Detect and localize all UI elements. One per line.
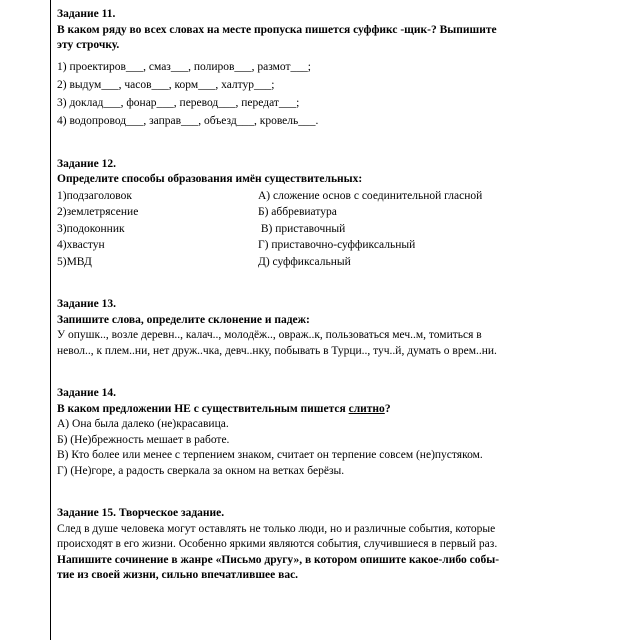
task-11-row-1: 1) проектиров___, смаз___, полиров___, размот___;: [57, 60, 312, 73]
task-14-prompt-suffix: ?: [384, 402, 391, 415]
task-12-pair-1-term: 1)подзаголовок: [57, 189, 132, 202]
task-11-row-4: 4) водопровод___, заправ___, объезд___, кровель___.: [57, 114, 319, 127]
task-12-matching-list: [57, 188, 623, 271]
task-14-title: Задание 14.: [57, 387, 116, 399]
task-11-prompt-line-2: эту строчку.: [57, 39, 120, 51]
task-12-pair-1-option: А) сложение основ с соединительной гласной: [258, 189, 483, 202]
task-12-prompt: Определите способы образования имён существительных:: [57, 173, 363, 185]
task-13-body-line-2: невол.., к плем..ни, нет друж..чка, девч..нку, побывать в Турци.., туч..й, думать о врем..ни.: [57, 344, 497, 357]
task-14-prompt-prefix: В каком предложении НЕ с существительным пишется: [57, 402, 349, 415]
task-12-pair-2-option: Б) аббревиатура: [258, 206, 337, 218]
task-12-pair-3-term: 3)подоконник: [57, 222, 125, 235]
task-14-option-v: В) Кто более или менее с терпением знаком, считает он терпение совсем (не)пустяком.: [57, 449, 483, 461]
task-13: [57, 297, 623, 359]
task-12-pair-5: [57, 254, 623, 271]
task-14-prompt: [57, 402, 623, 418]
task-12-pair-4-option: Г) приставочно-суффиксальный: [258, 239, 416, 251]
task-12-pair-3: [57, 221, 623, 238]
task-15-title: Задание 15. Творческое задание.: [57, 507, 225, 519]
task-11-answer-rows: [57, 58, 623, 130]
task-12: [57, 157, 623, 271]
task-15-body-line-1: След в душе человека могут оставлять не только люди, но и различные события, которые: [57, 522, 496, 535]
task-12-pair-2-term: 2)землетрясение: [57, 206, 139, 218]
task-15-assignment-line-2: тие из своей жизни, сильно впечатлившее вас.: [57, 569, 299, 581]
left-margin-line: [50, 0, 51, 640]
task-12-title: Задание 12.: [57, 157, 116, 170]
task-11-title: Задание 11.: [57, 8, 116, 20]
task-15-assignment-line-1: Напишите сочинение в жанре «Письмо другу», в котором опишите какое-либо собы-: [57, 553, 500, 566]
task-12-pair-5-option: Д) суффиксальный: [258, 255, 351, 268]
task-14-option-a: А) Она была далеко (не)красавица.: [57, 418, 229, 430]
task-14: [57, 386, 623, 479]
task-14-prompt-underlined-word: слитно: [348, 402, 385, 415]
task-13-title: Задание 13.: [57, 298, 116, 310]
task-15: [57, 506, 623, 584]
task-12-pair-1: [57, 188, 623, 205]
task-11-prompt-line-1: В каком ряду во всех словах на месте пропуска пишется суффикс -щик-? Выпишите: [57, 23, 497, 36]
task-11: [57, 7, 623, 130]
task-12-pair-5-term: 5)МВД: [57, 255, 92, 268]
task-13-prompt: Запишите слова, определите склонение и падеж:: [57, 313, 310, 326]
task-14-option-b: Б) (Не)брежность мешает в работе.: [57, 433, 230, 446]
task-14-option-g: Г) (Не)горе, а радость сверкала за окном на ветках берёзы.: [57, 464, 345, 477]
task-11-row-2: 2) выдум___, часов___, корм___, халтур___;: [57, 78, 275, 91]
worksheet-content: [57, 7, 623, 611]
task-12-pair-4-term: 4)хвастун: [57, 239, 105, 251]
task-12-pair-4: [57, 237, 623, 254]
task-15-body-line-2: происходят в его жизни. Особенно яркими являются события, случившиеся в первый раз.: [57, 538, 498, 550]
task-13-body-line-1: У опушк.., возле деревн.., калач.., молодёж.., овраж..к, пользоваться меч..м, томиться в: [57, 329, 482, 341]
task-12-pair-2: [57, 204, 623, 221]
task-11-row-3: 3) доклад___, фонар___, перевод___, передат___;: [57, 96, 300, 109]
task-12-pair-3-option: В) приставочный: [258, 222, 346, 235]
